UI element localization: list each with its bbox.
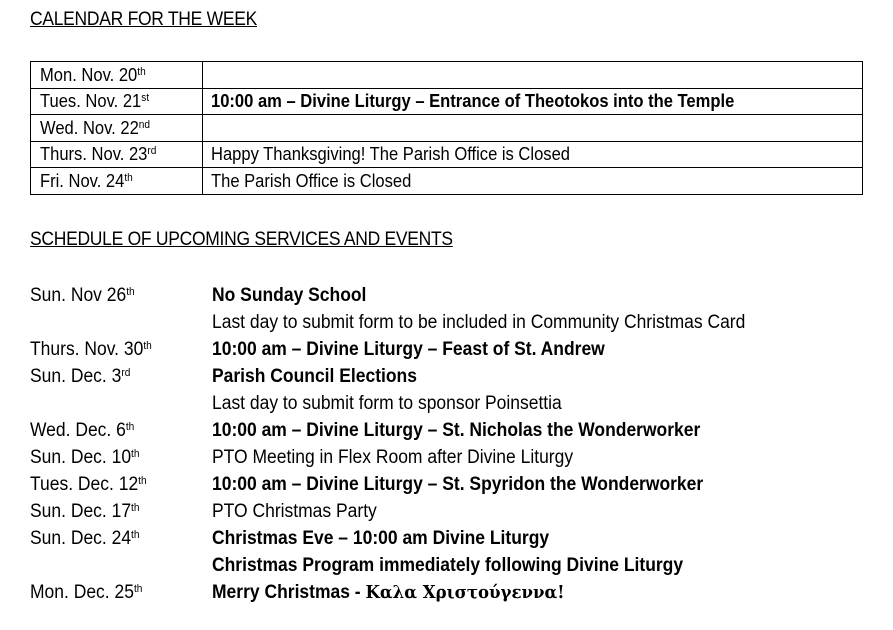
week-event: Happy Thanksgiving! The Parish Office is Closed: [211, 144, 570, 165]
week-day-cell: [31, 88, 203, 115]
upcoming-schedule-heading: SCHEDULE OF UPCOMING SERVICES AND EVENTS: [30, 229, 453, 250]
schedule-date-suffix: th: [133, 582, 143, 595]
schedule-date-suffix: th: [131, 501, 140, 514]
schedule-date-cell: [30, 366, 212, 388]
week-day-cell: [31, 141, 203, 168]
week-day: Mon. Nov. 20: [40, 64, 138, 85]
week-event-cell: [203, 115, 863, 142]
schedule-date-suffix: rd: [121, 366, 131, 379]
schedule-event-cell: [212, 555, 724, 577]
schedule-event: Christmas Eve – 10:00 am Divine Liturgy: [212, 527, 550, 549]
schedule-event-cell: [212, 366, 435, 388]
schedule-event: 10:00 am – Divine Liturgy – Feast of St. Andrew: [212, 338, 605, 360]
schedule-event-cell: [212, 447, 604, 469]
week-day-suffix: rd: [147, 145, 157, 158]
week-day: Fri. Nov. 24: [40, 170, 125, 191]
schedule-row: [30, 390, 870, 417]
schedule-event-cell: [212, 582, 595, 604]
schedule-event-greek: Καλα Χριστούγεννα!: [365, 581, 565, 603]
schedule-event-cell: [212, 393, 592, 415]
schedule-event: PTO Christmas Party: [212, 500, 377, 522]
schedule-row: [30, 417, 870, 444]
schedule-event-cell: [212, 501, 391, 523]
schedule-date-cell: [30, 501, 212, 523]
week-day-suffix: nd: [138, 118, 151, 131]
week-day-suffix: th: [124, 171, 133, 184]
schedule-event-cell: [212, 420, 743, 442]
schedule-event-cell: [212, 474, 746, 496]
schedule-event-cell: [212, 285, 380, 307]
upcoming-schedule-list: [30, 282, 870, 606]
schedule-date: Sun. Nov 26: [30, 284, 127, 306]
schedule-date: Mon. Dec. 25: [30, 581, 134, 603]
schedule-event: 10:00 am – Divine Liturgy – St. Nicholas the Wonderworker: [212, 419, 701, 441]
schedule-event: Last day to submit form to sponsor Poinsettia: [212, 392, 562, 414]
week-day-cell: [31, 62, 203, 89]
schedule-date-cell: [30, 447, 212, 469]
week-event: The Parish Office is Closed: [211, 170, 412, 191]
schedule-date-suffix: th: [125, 420, 135, 433]
schedule-date-cell: [30, 312, 212, 334]
week-event-cell: [203, 62, 863, 89]
schedule-row: [30, 363, 870, 390]
schedule-date: Tues. Dec. 12: [30, 473, 139, 495]
week-day: Wed. Nov. 22: [40, 117, 139, 138]
schedule-row: [30, 309, 870, 336]
schedule-row: [30, 552, 870, 579]
week-row: [31, 62, 863, 89]
schedule-date: Sun. Dec. 17: [30, 500, 132, 522]
schedule-date-cell: [30, 555, 212, 577]
schedule-date-cell: [30, 528, 212, 550]
schedule-date-suffix: th: [126, 285, 135, 298]
schedule-event: PTO Meeting in Flex Room after Divine Liturgy: [212, 446, 574, 468]
schedule-date: Sun. Dec. 24: [30, 527, 132, 549]
schedule-date-cell: [30, 474, 212, 496]
schedule-date: Sun. Dec. 10: [30, 446, 132, 468]
week-day-suffix: th: [137, 65, 146, 78]
schedule-row: [30, 579, 870, 606]
week-day-cell: [31, 115, 203, 142]
schedule-date-suffix: th: [143, 339, 152, 352]
schedule-date-cell: [30, 339, 212, 361]
schedule-date-cell: [30, 582, 212, 604]
week-row: [31, 168, 863, 195]
schedule-event: Christmas Program immediately following Divine Liturgy: [212, 554, 684, 576]
schedule-date-cell: [30, 285, 212, 307]
week-event-cell: [203, 88, 863, 115]
week-event-cell: [203, 168, 863, 195]
schedule-event: Last day to submit form to be included in Community Christmas Card: [212, 311, 746, 333]
schedule-event-cell: [212, 528, 578, 550]
schedule-row: [30, 444, 870, 471]
schedule-date: Thurs. Nov. 30: [30, 338, 144, 360]
schedule-row: [30, 525, 870, 552]
schedule-date-suffix: th: [131, 447, 140, 460]
week-row: [31, 141, 863, 168]
schedule-date: Wed. Dec. 6: [30, 419, 126, 441]
schedule-date-cell: [30, 393, 212, 415]
week-row: [31, 115, 863, 142]
week-event-cell: [203, 141, 863, 168]
schedule-event-cell: [212, 339, 639, 361]
week-day: Tues. Nov. 21: [40, 91, 142, 112]
schedule-row: [30, 498, 870, 525]
week-day: Thurs. Nov. 23: [40, 144, 148, 165]
schedule-date: Sun. Dec. 3: [30, 365, 122, 387]
week-day-suffix: st: [141, 92, 150, 105]
schedule-date-suffix: th: [131, 528, 140, 541]
schedule-row: [30, 336, 870, 363]
week-event: 10:00 am – Divine Liturgy – Entrance of Theotokos into the Temple: [211, 91, 735, 112]
schedule-row: [30, 471, 870, 498]
schedule-date-suffix: th: [138, 474, 147, 487]
schedule-event: Parish Council Elections: [212, 365, 417, 387]
schedule-date-cell: [30, 420, 212, 442]
week-calendar-heading: CALENDAR FOR THE WEEK: [30, 9, 257, 30]
week-calendar-table: [30, 61, 863, 195]
schedule-event: 10:00 am – Divine Liturgy – St. Spyridon the Wonderworker: [212, 473, 704, 495]
schedule-row: [30, 282, 870, 309]
week-day-cell: [31, 168, 203, 195]
schedule-event: Merry Christmas -: [212, 581, 366, 603]
schedule-event-cell: [212, 312, 792, 334]
schedule-event: No Sunday School: [212, 284, 367, 306]
week-row: [31, 88, 863, 115]
